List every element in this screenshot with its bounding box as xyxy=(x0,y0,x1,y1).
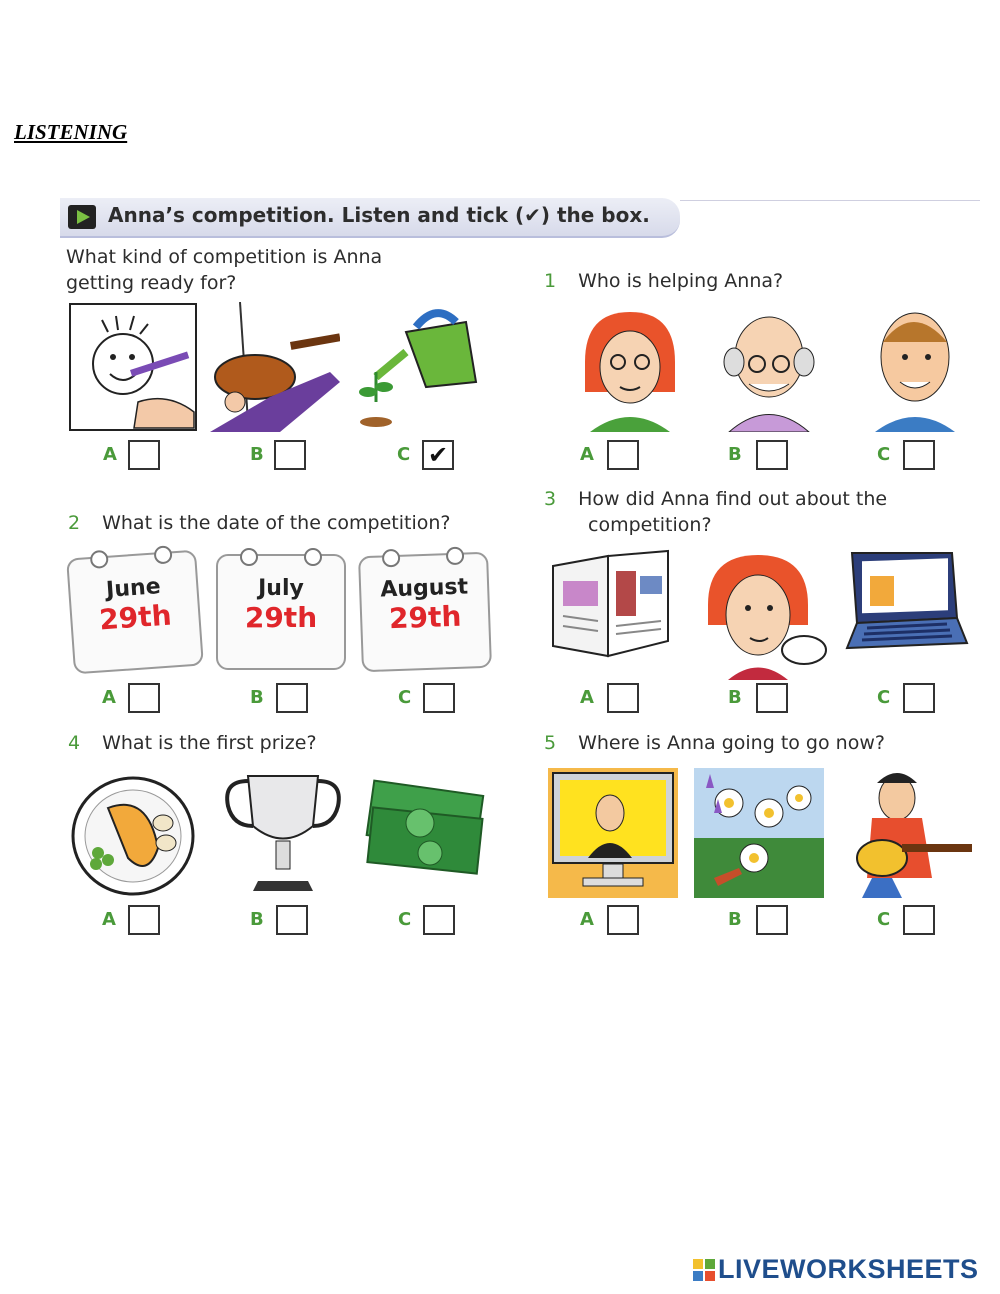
answer-checkbox[interactable] xyxy=(128,683,160,713)
magazine-picture xyxy=(548,546,678,676)
brand-wordmark: LIVEWORKSHEETS xyxy=(718,1254,979,1284)
answer-checkbox[interactable] xyxy=(756,905,788,935)
option-label: C xyxy=(398,687,412,708)
money-picture xyxy=(360,768,490,898)
answer-checkbox[interactable] xyxy=(423,905,455,935)
calendar-july: July 29th xyxy=(216,554,346,670)
grandfather-picture xyxy=(704,302,834,432)
option-label: C xyxy=(398,909,412,930)
option-label: B xyxy=(728,909,742,930)
option-label: A xyxy=(580,444,594,465)
answer-checkbox[interactable] xyxy=(128,440,160,470)
brand-logo-icon xyxy=(693,1259,715,1281)
option-label: B xyxy=(250,909,264,930)
answer-checkbox[interactable] xyxy=(903,683,935,713)
question-1: 1 Who is helping Anna? xyxy=(544,270,784,292)
answer-checkbox[interactable] xyxy=(276,683,308,713)
gardening-picture xyxy=(356,302,486,432)
girl-talking-picture xyxy=(698,550,828,680)
woman-picture xyxy=(560,302,690,432)
answer-checkbox[interactable] xyxy=(607,683,639,713)
answer-checkbox[interactable] xyxy=(607,440,639,470)
option-label: A xyxy=(580,909,594,930)
option-label: A xyxy=(103,444,117,465)
calendar-june: June 29th xyxy=(66,550,204,675)
answer-checkbox[interactable] xyxy=(274,440,306,470)
option-label: A xyxy=(102,687,116,708)
option-label: B xyxy=(728,687,742,708)
option-label: A xyxy=(102,909,116,930)
trophy-picture xyxy=(218,766,348,896)
laptop-picture xyxy=(842,548,972,678)
answer-checkbox[interactable] xyxy=(128,905,160,935)
calendar-august: August 29th xyxy=(358,552,492,672)
option-label: C xyxy=(397,444,411,465)
option-label: C xyxy=(877,687,891,708)
flowers-picture xyxy=(694,768,824,898)
example-question: What kind of competition is Anna getting ready for? xyxy=(66,246,383,294)
television-picture xyxy=(548,768,678,898)
answer-checkbox[interactable] xyxy=(903,905,935,935)
instruction-text: Anna’s competition. Listen and tick (✔) the box. xyxy=(108,203,650,227)
section-heading: LISTENING xyxy=(14,120,128,144)
option-label: B xyxy=(250,687,264,708)
answer-checkbox[interactable] xyxy=(276,905,308,935)
man-picture xyxy=(850,302,980,432)
question-2: 2 What is the date of the competition? xyxy=(68,512,451,534)
answer-checkbox[interactable] xyxy=(756,683,788,713)
question-5: 5 Where is Anna going to go now? xyxy=(544,732,885,754)
violin-picture xyxy=(210,302,340,432)
worksheet xyxy=(60,198,980,940)
option-label: C xyxy=(877,444,891,465)
option-label: B xyxy=(728,444,742,465)
fish-dinner-picture xyxy=(68,768,198,898)
question-3: 3 How did Anna find out about the competition? xyxy=(544,488,888,536)
play-icon[interactable] xyxy=(68,205,96,229)
guitar-player-picture xyxy=(842,768,972,898)
option-label: A xyxy=(580,687,594,708)
answer-checkbox-checked[interactable]: ✔ xyxy=(422,440,454,470)
answer-checkbox[interactable] xyxy=(607,905,639,935)
answer-checkbox[interactable] xyxy=(903,440,935,470)
question-4: 4 What is the first prize? xyxy=(68,732,317,754)
option-label: C xyxy=(877,909,891,930)
answer-checkbox[interactable] xyxy=(423,683,455,713)
answer-checkbox[interactable] xyxy=(756,440,788,470)
instruction-banner xyxy=(60,198,680,238)
drawing-picture xyxy=(68,302,198,432)
option-label: B xyxy=(250,444,264,465)
